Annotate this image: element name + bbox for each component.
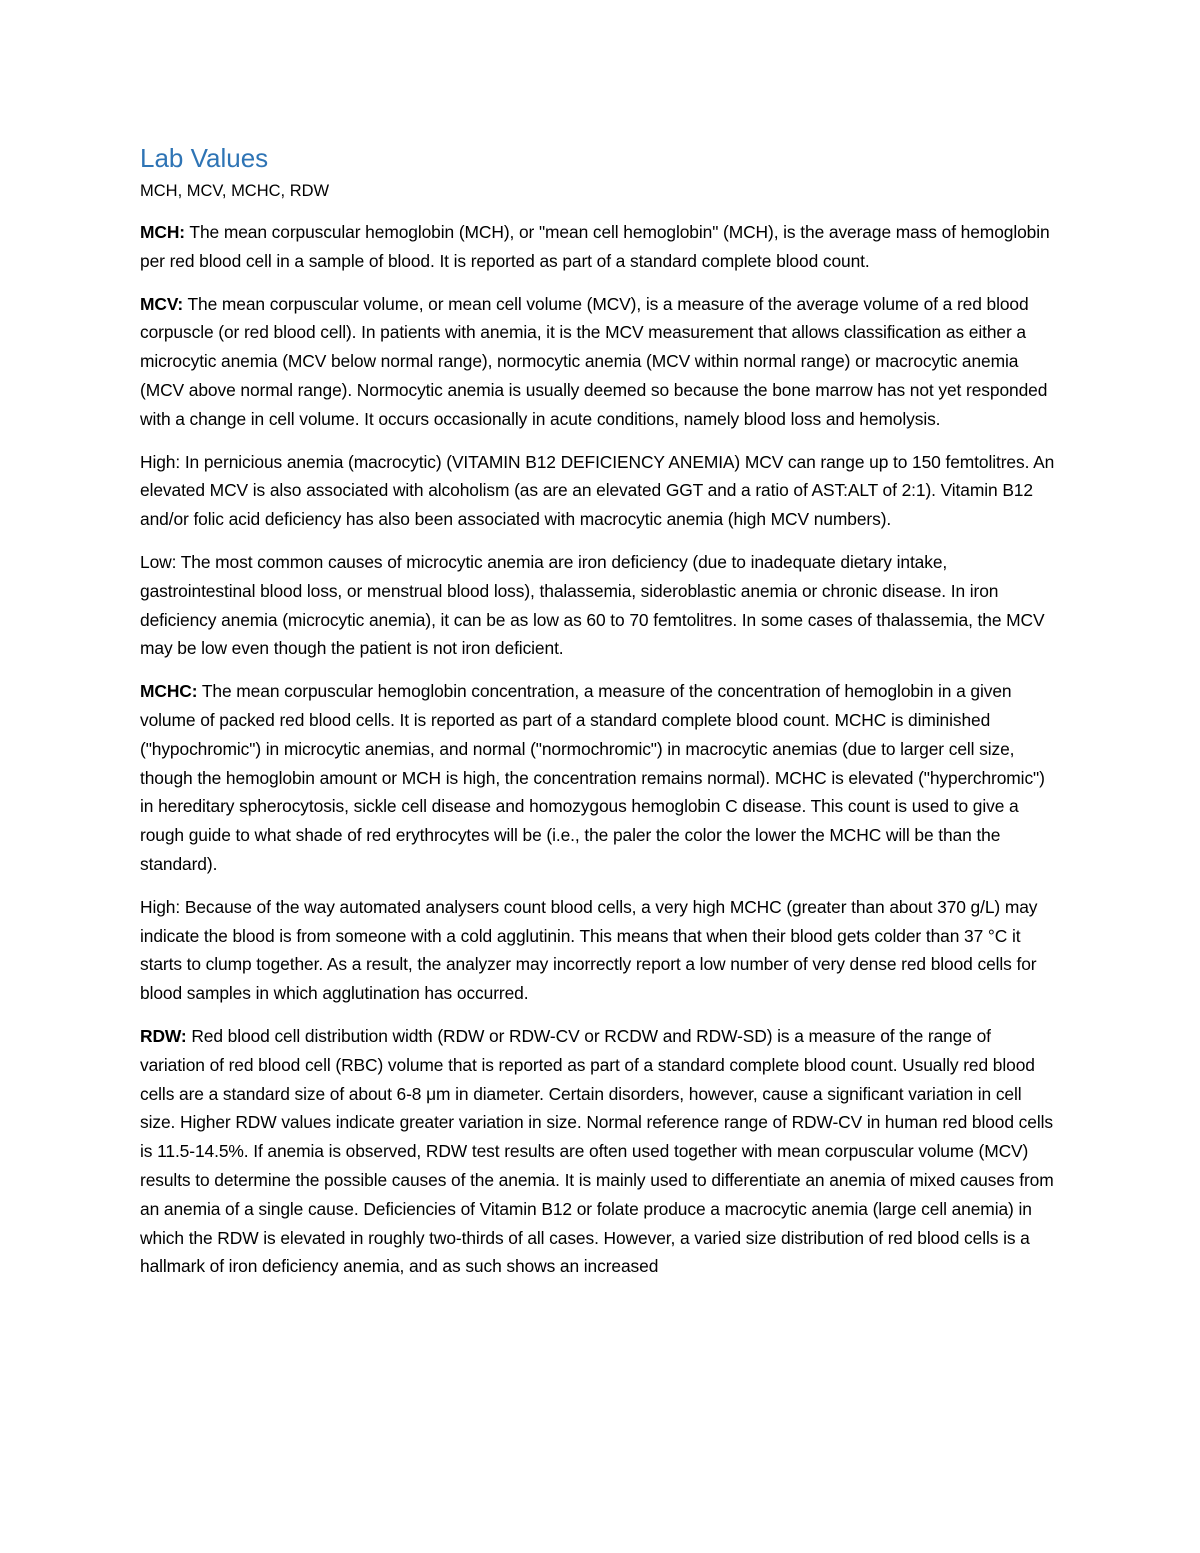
term-label: RDW: [140,1025,187,1046]
paragraph-text: The mean corpuscular volume, or mean cell volume (MCV), is a measure of the average volume of a red blood corpuscle (or red blood cell). In patients with anemia, it is the MCV measurement that allows classification as either a microcytic anemia (MCV below normal range), normocytic anemia (MCV within normal range) or macrocytic anemia (MCV above normal range). Normocytic anemia is usually deemed so because the bone marrow has not yet responded with a change in cell volume. It occurs occasionally in acute conditions, namely blood loss and hemolysis. [140,293,1048,429]
paragraph-text: Low: The most common causes of microcytic anemia are iron deficiency (due to inadequate dietary intake, gastrointestinal blood loss, or menstrual blood loss), thalassemia, sideroblastic anemia or chronic disease. In iron deficiency anemia (microcytic anemia), it can be as low as 60 to 70 femtolitres. In some cases of thalassemia, the MCV may be low even though the patient is not iron deficient. [140,551,1045,659]
term-label: MCV: [140,293,184,314]
paragraph-text: The mean corpuscular hemoglobin (MCH), or "mean cell hemoglobin" (MCH), is the average mass of hemoglobin per red blood cell in a sample of blood. It is reported as part of a standard complete blood count. [140,222,1050,271]
term-label: MCHC: [140,681,198,702]
paragraph-mcv-low [140,548,1060,663]
document-page [140,138,1060,1295]
document-title: Lab Values [140,143,269,173]
paragraph-mchc-high [140,893,1060,1008]
paragraph-mchc [140,677,1060,879]
term-label: MCH: [140,222,185,242]
paragraph-rdw [140,1022,1060,1281]
paragraph-text: Red blood cell distribution width (RDW or RDW-CV or RCDW and RDW-SD) is a measure of the range of variation of red blood cell (RBC) volume that is reported as part of a standard complete blood count. Usually red blood cells are a standard size of about 6-8 μm in diameter. Certain disorders, however, cause a significant variation in cell size. Higher RDW values indicate greater variation in size. Normal reference range of RDW-CV in human red blood cells is 11.5-14.5%. If anemia is observed, RDW test results are often used together with mean corpuscular volume (MCV) results to determine the possible causes of the anemia. It is mainly used to differentiate an anemia of mixed causes from an anemia of a single cause. Deficiencies of Vitamin B12 or folate produce a macrocytic anemia (large cell anemia) in which the RDW is elevated in roughly two-thirds of all cases. However, a varied size distribution of red blood cells is a hallmark of iron deficiency anemia, and as such shows an increased [140,1025,1054,1277]
paragraph-mcv [140,290,1060,434]
paragraph-text: The mean corpuscular hemoglobin concentration, a measure of the concentration of hemoglobin in a given volume of packed red blood cells. It is reported as part of a standard complete blood count. MCHC is diminished ("hypochromic") in microcytic anemias, and normal ("normochromic") in macrocytic anemias (due to larger cell size, though the hemoglobin amount or MCH is high, the concentration remains normal). MCHC is elevated ("hyperchromic") in hereditary spherocytosis, sickle cell disease and homozygous hemoglobin C disease. This count is used to give a rough guide to what shade of red erythrocytes will be (i.e., the paler the color the lower the MCHC will be than the standard). [140,681,1045,874]
paragraph-text: High: In pernicious anemia (macrocytic) (VITAMIN B12 DEFICIENCY ANEMIA) MCV can range up to 150 femtolitres. An elevated MCV is also associated with alcoholism (as are an elevated GGT and a ratio of AST:ALT of 2:1). Vitamin B12 and/or folic acid deficiency has also been associated with macrocytic anemia (high MCV numbers). [140,451,1055,530]
paragraph-mch [140,218,1060,276]
paragraph-text: High: Because of the way automated analysers count blood cells, a very high MCHC (greater than about 370 g/L) may indicate the blood is from someone with a cold agglutinin. This means that when their blood gets colder than 37 °C it starts to clump together. As a result, the analyzer may incorrectly report a low number of very dense red blood cells for blood samples in which agglutination has occurred. [140,896,1038,1004]
paragraph-mcv-high [140,448,1060,534]
document-subtitle: MCH, MCV, MCHC, RDW [140,182,330,200]
